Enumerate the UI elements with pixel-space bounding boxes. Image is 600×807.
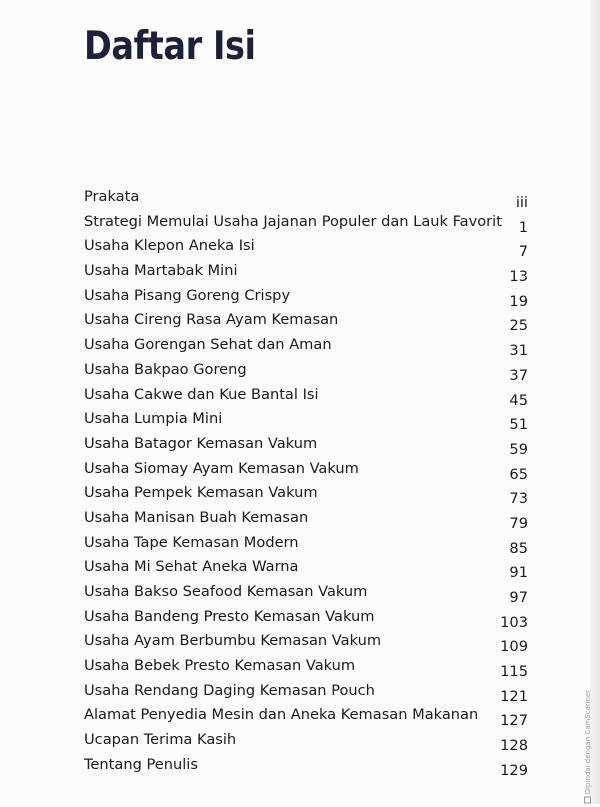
toc-entry — [84, 433, 528, 458]
toc-entry-title: Usaha Gorengan Sehat dan Aman — [84, 336, 332, 354]
toc-entry-page-number: 45 — [509, 391, 528, 409]
toc-entry — [84, 556, 528, 581]
scanner-watermark-text: Dipindai dengan CamScanner — [584, 690, 592, 795]
toc-entry-page-number: 97 — [509, 589, 528, 606]
toc-entry-page-number: 121 — [500, 687, 528, 705]
toc-entry-page-number: 73 — [509, 490, 528, 508]
toc-entry — [84, 211, 528, 236]
toc-entry-title: Alamat Penyedia Mesin dan Aneka Kemasan Makanan — [84, 706, 479, 724]
toc-entry-title: Usaha Lumpia Mini — [84, 410, 223, 428]
toc-entry-page-number: 31 — [509, 342, 528, 360]
toc-entry-page-number: 85 — [509, 539, 528, 557]
toc-entry-title: Usaha Tape Kemasan Modern — [84, 533, 299, 551]
toc-entry-title: Usaha Cireng Rasa Ayam Kemasan — [84, 311, 339, 329]
toc-entry-page-number: 115 — [500, 663, 528, 681]
toc-entry — [84, 606, 528, 631]
toc-entry-title: Usaha Ayam Berbumbu Kemasan Vakum — [84, 632, 382, 650]
toc-entry — [84, 729, 528, 754]
toc-entry-page-number: 127 — [500, 712, 528, 730]
toc-entry — [84, 482, 528, 507]
toc-entry-page-number: 19 — [509, 292, 528, 310]
toc-entry — [84, 507, 528, 532]
toc-entry-page-number: 1 — [518, 218, 528, 236]
toc-entry-title: Usaha Manisan Buah Kemasan — [84, 508, 309, 526]
toc-entry — [84, 285, 528, 310]
toc-entry-title: Prakata — [84, 188, 140, 205]
scanner-watermark — [584, 690, 592, 807]
toc-entry-title: Strategi Memulai Usaha Jajanan Populer dan Lauk Favorit — [84, 212, 502, 230]
toc-entry — [84, 384, 528, 409]
toc-entry — [84, 680, 528, 705]
toc-entry-title: Usaha Mi Sehat Aneka Warna — [84, 558, 299, 576]
toc-entry-title: Usaha Bebek Presto Kemasan Vakum — [84, 657, 356, 675]
toc-entry-page-number: 25 — [509, 317, 528, 335]
toc-entry — [84, 334, 528, 359]
toc-entry-title: Usaha Bakso Seafood Kemasan Vakum — [84, 583, 368, 600]
toc-entry-title: Usaha Batagor Kemasan Vakum — [84, 434, 318, 452]
toc-entry-page-number: 109 — [500, 638, 528, 656]
toc-entry-page-number: 129 — [500, 761, 528, 779]
toc-entry-title: Usaha Pisang Goreng Crispy — [84, 286, 291, 304]
toc-entry — [84, 704, 528, 729]
toc-entry-title: Usaha Klepon Aneka Isi — [84, 237, 255, 255]
toc-entry-page-number: 13 — [509, 268, 528, 286]
toc-entry-title: Usaha Rendang Daging Kemasan Pouch — [84, 681, 375, 699]
toc-entry-title: Usaha Cakwe dan Kue Bantal Isi — [84, 385, 319, 403]
toc-entry — [84, 458, 528, 483]
toc-entry — [84, 532, 528, 557]
toc-entry-title: Usaha Bandeng Presto Kemasan Vakum — [84, 607, 375, 625]
toc-entry-title: Tentang Penulis — [84, 755, 198, 773]
toc-entry — [84, 754, 528, 779]
toc-entry — [84, 260, 528, 285]
toc-entry-page-number: 128 — [500, 737, 528, 755]
toc-entry — [84, 655, 528, 680]
toc-entry-page-number: 65 — [509, 465, 528, 483]
toc-entry — [84, 186, 528, 211]
toc-entry-page-number: 79 — [509, 514, 528, 532]
toc-entry-title: Usaha Siomay Ayam Kemasan Vakum — [84, 459, 359, 477]
toc-entry — [84, 630, 528, 655]
page-edge-shadow — [590, 0, 600, 804]
toc-entry — [84, 581, 528, 606]
toc-entry — [84, 309, 528, 334]
toc-entry — [84, 408, 528, 433]
toc-entry-title: Usaha Bakpao Goreng — [84, 360, 247, 378]
toc-entry-title: Usaha Pempek Kemasan Vakum — [84, 484, 318, 502]
table-of-contents — [84, 186, 528, 779]
toc-entry-page-number: 7 — [518, 243, 528, 261]
toc-entry-page-number: 51 — [509, 416, 528, 434]
camscanner-icon — [585, 797, 592, 804]
toc-entry-page-number: 91 — [509, 564, 528, 582]
page-title: Daftar Isi — [84, 24, 256, 69]
toc-entry — [84, 359, 528, 384]
toc-entry-page-number: 103 — [500, 613, 528, 631]
toc-entry-page-number: iii — [515, 194, 528, 211]
toc-entry-title: Ucapan Terima Kasih — [84, 731, 237, 749]
toc-entry-page-number: 59 — [509, 440, 528, 458]
toc-entry-page-number: 37 — [509, 366, 528, 384]
toc-entry-title: Usaha Martabak Mini — [84, 262, 238, 280]
toc-entry — [84, 235, 528, 260]
